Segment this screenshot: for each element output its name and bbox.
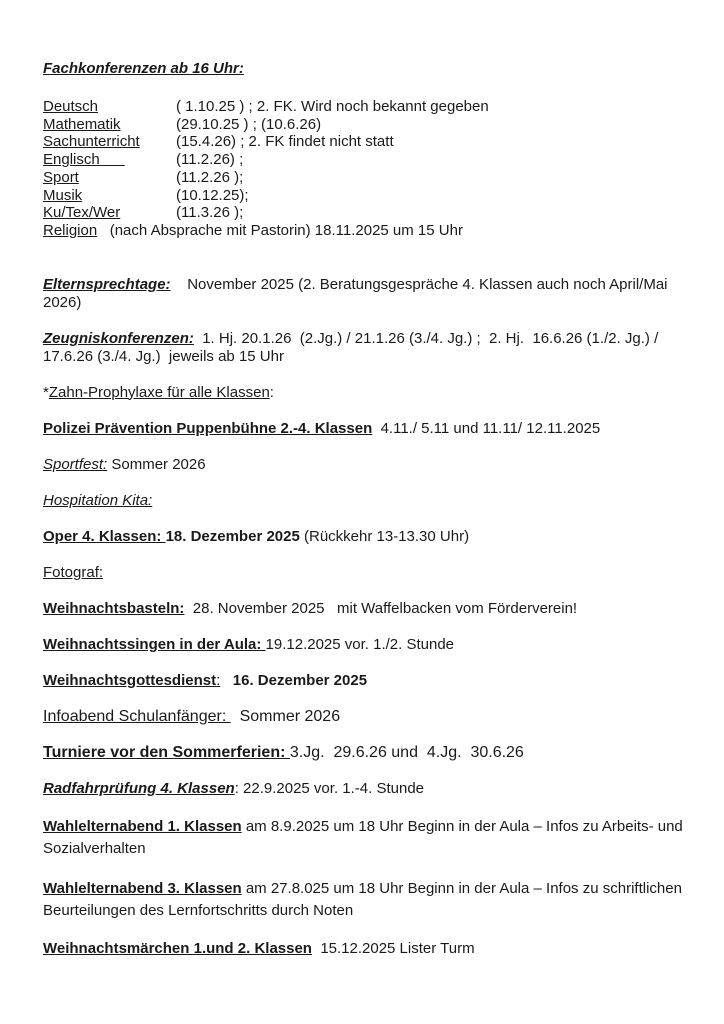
text-segment: am 27.8.025 um 18 Uhr Beginn in der Aula – Infos zu schriftlichen Beurteilungen des Lernfortschritts durch Noten [43, 879, 687, 919]
text-segment: 28. November 2025 mit Waffelbacken vom Förderverein! [184, 599, 578, 617]
text-segment: Elternsprechtage: [43, 275, 171, 293]
para-zahn-prophylaxe [43, 384, 684, 402]
page-title: Fachkonferenzen ab 16 Uhr: [43, 60, 244, 77]
para-elternsprechtage [43, 276, 684, 312]
text-segment: Hospitation Kita: [43, 491, 153, 509]
text-segment [220, 672, 233, 689]
text-segment: Sportfest: [43, 455, 108, 473]
subject-dates: (15.4.26) ; 2. FK findet nicht statt [176, 133, 394, 151]
text-segment: Weihnachtssingen in der Aula: [43, 635, 266, 653]
text-segment: Wahlelternabend 1. Klassen [43, 817, 242, 835]
subject-dates: (10.12.25); [176, 186, 249, 204]
subject-row [43, 133, 684, 151]
subject-name: Religion [43, 221, 98, 239]
text-segment: am 8.9.2025 um 18 Uhr Beginn in der Aula – Infos zu Arbeits- und Sozialverhalten [43, 817, 687, 857]
subject-row [43, 204, 684, 222]
event-paragraph-list [43, 275, 687, 958]
text-segment: 15.12.2025 Lister Turm [311, 939, 475, 957]
subject-dates: (11.2.26) ; [176, 151, 244, 169]
subject-name: Englisch [43, 151, 125, 169]
text-segment: (Rückkehr 13-13.30 Uhr) [299, 527, 470, 545]
para-zeugniskonferenzen [43, 330, 684, 366]
para-weihnachtsbasteln [43, 600, 684, 618]
text-segment: Polizei Prävention Puppenbühne 2.-4. Klassen [43, 419, 373, 437]
text-segment: : [269, 383, 274, 401]
subject-dates: ( 1.10.25 ) ; 2. FK. Wird noch bekannt gegeben [176, 98, 489, 115]
para-polizei-praevention [43, 420, 684, 438]
para-weihnachtssingen [43, 636, 684, 654]
para-oper-4-klassen [43, 528, 684, 546]
para-fotograf [43, 564, 684, 582]
text-segment: Weihnachtsmärchen 1.und 2. Klassen [43, 939, 312, 957]
subject-name: Sport [43, 168, 79, 186]
text-segment: Infoabend Schulanfänger: [43, 707, 231, 725]
text-segment: Zeugniskonferenzen: [43, 329, 194, 347]
text-segment: 4.11./ 5.11 und 11.11/ 12.11.2025 [372, 419, 601, 437]
para-turniere-sommerferien [43, 744, 684, 762]
text-segment: Wahlelternabend 3. Klassen [43, 879, 242, 897]
subject-dates: (29.10.25 ) ; (10.6.26) [176, 115, 322, 133]
text-segment: Radfahrprüfung 4. Klassen [43, 779, 235, 797]
text-segment: 19.12.2025 vor. 1./2. Stunde [265, 635, 455, 653]
subject-row [43, 98, 684, 116]
subject-conference-list [43, 98, 684, 240]
text-segment: Sommer 2026 [230, 707, 341, 725]
text-segment: 16. Dezember 2025 [232, 671, 368, 689]
subject-name: Deutsch [43, 98, 99, 115]
text-segment: Oper 4. Klassen: [43, 527, 166, 545]
para-sportfest [43, 456, 684, 474]
subject-row [43, 169, 684, 187]
text-segment: Zahn-Prophylaxe für alle Klassen [48, 383, 270, 401]
text-segment: Weihnachtsgottesdienst [43, 671, 217, 689]
text-segment: * [43, 383, 49, 401]
text-segment: Turniere vor den Sommerferien: [43, 743, 290, 761]
text-segment: : 22.9.2025 vor. 1.-4. Stunde [234, 779, 425, 797]
subject-name: Mathematik [43, 115, 121, 133]
text-segment: Weihnachtsbasteln: [43, 599, 185, 617]
subject-name: Ku/Tex/Wer [43, 204, 121, 222]
text-segment: 1. Hj. 20.1.26 (2.Jg.) / 21.1.26 (3./4. Jg.) ; 2. Hj. 16.6.26 (1./2. Jg.) / 17.6.26 (3./4. Jg.) jeweils ab 15 Uhr [43, 329, 663, 365]
text-segment: Fotograf: [43, 563, 104, 581]
para-infoabend-schulanfaenger [43, 708, 684, 726]
para-wahlelternabend-3-klassen [43, 878, 687, 922]
subject-dates: (11.2.26 ); [176, 168, 244, 186]
para-wahlelternabend-1-klassen [43, 816, 687, 860]
subject-row [43, 116, 684, 134]
subject-row [43, 151, 684, 169]
para-radfahrpruefung [43, 780, 684, 798]
text-segment: 18. Dezember 2025 [165, 527, 300, 545]
para-weihnachtsmaerchen [43, 940, 684, 958]
subject-name: Sachunterricht [43, 133, 140, 151]
subject-note: (nach Absprache mit Pastorin) 18.11.2025 um 15 Uhr [97, 221, 463, 239]
para-hospitation-kita [43, 492, 684, 510]
subject-row [43, 187, 684, 205]
para-weihnachtsgottesdienst [43, 672, 684, 690]
text-segment: : [216, 671, 221, 689]
text-segment: 3.Jg. 29.6.26 und 4.Jg. 30.6.26 [289, 743, 524, 761]
text-segment: November 2025 (2. Beratungsgespräche 4. Klassen auch noch April/Mai 2026) [43, 275, 672, 311]
text-segment: Sommer 2026 [107, 455, 206, 473]
subject-row-religion [43, 222, 684, 240]
subject-dates: (11.3.26 ); [176, 204, 244, 222]
subject-name: Musik [43, 186, 83, 204]
